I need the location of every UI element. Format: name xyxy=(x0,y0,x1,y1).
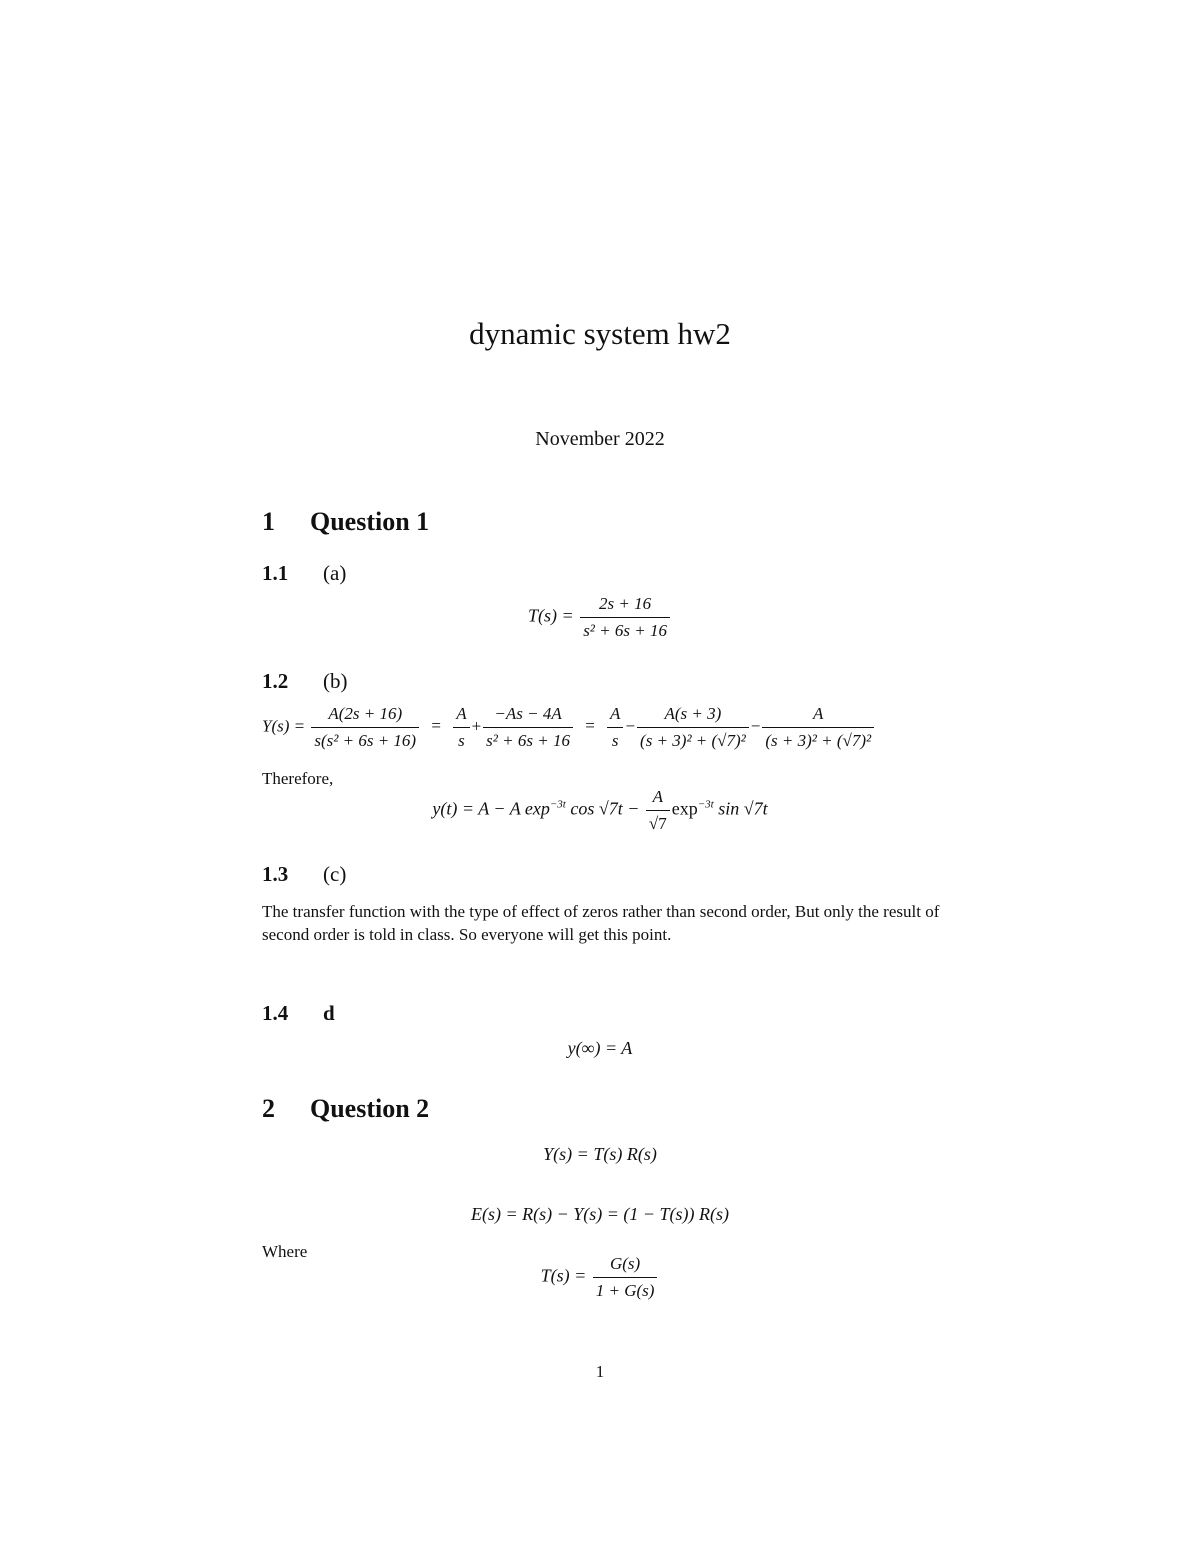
equation-time-response xyxy=(0,787,1200,834)
eq-operator: − xyxy=(750,716,761,736)
eq-term: exp xyxy=(671,798,698,819)
equation-transfer-function xyxy=(0,594,1200,641)
eq-lhs: Y(s) = xyxy=(262,716,306,736)
eq-denominator: s² + 6s + 16 xyxy=(580,617,670,641)
eq-fraction xyxy=(453,704,469,751)
eq-denominator: s² + 6s + 16 xyxy=(483,727,573,751)
page-number: 1 xyxy=(595,1362,605,1381)
eq-denominator: 1 + G(s) xyxy=(593,1277,658,1301)
section-number: 1 xyxy=(262,507,275,536)
eq-numerator: A xyxy=(652,787,663,806)
eq-numerator: −As − 4A xyxy=(494,704,562,723)
document-title: dynamic system hw2 xyxy=(469,316,731,351)
eq-fraction xyxy=(311,704,419,751)
equation-error xyxy=(0,1204,1200,1225)
eq-operator: + xyxy=(471,716,482,736)
eq-denominator: s xyxy=(607,727,623,751)
eq-numerator: A xyxy=(456,704,467,723)
eq-term: sin √7t xyxy=(718,798,768,819)
equation-steady-state xyxy=(0,1038,1200,1059)
section-title: Question 2 xyxy=(310,1094,430,1123)
subsection-label: (b) xyxy=(323,669,348,693)
subsection-label: d xyxy=(323,1001,335,1025)
section-number: 2 xyxy=(262,1094,275,1123)
eq-fraction xyxy=(646,787,670,834)
equation-partial-fractions xyxy=(262,704,876,751)
eq-numerator: A(2s + 16) xyxy=(328,704,403,723)
eq-fraction xyxy=(483,704,573,751)
eq-exponent: −3t xyxy=(549,798,566,811)
paragraph-where: Where xyxy=(262,1242,308,1261)
subsection-label: (a) xyxy=(323,561,347,585)
eq-numerator: 2s + 16 xyxy=(599,594,652,613)
subsection-1-1 xyxy=(262,561,346,586)
subsection-1-4 xyxy=(262,1001,335,1026)
eq-denominator: s(s² + 6s + 16) xyxy=(311,727,419,751)
eq-term: Y(s) = T(s) R(s) xyxy=(543,1144,657,1164)
eq-fraction xyxy=(607,704,623,751)
section-title: Question 1 xyxy=(310,507,430,536)
eq-numerator: G(s) xyxy=(609,1254,641,1273)
eq-fraction xyxy=(580,594,670,641)
document-date: November 2022 xyxy=(535,428,665,450)
subsection-number: 1.2 xyxy=(262,669,289,693)
eq-denominator: √7 xyxy=(646,810,670,834)
eq-operator: = xyxy=(585,716,595,736)
section-question-2 xyxy=(262,1094,429,1124)
eq-fraction xyxy=(762,704,874,751)
eq-denominator: (s + 3)² + (√7)² xyxy=(762,727,874,751)
eq-exponent: −3t xyxy=(697,798,714,811)
equation-output xyxy=(0,1144,1200,1165)
eq-term: cos √7t − xyxy=(570,798,640,819)
subsection-number: 1.4 xyxy=(262,1001,289,1025)
eq-operator: − xyxy=(625,716,636,736)
subsection-number: 1.1 xyxy=(262,561,289,585)
paragraph-q1c: The transfer function with the type of effect of zeros rather than second order, But only the result of second order is told in class. So everyone will get this point. xyxy=(262,902,940,944)
paragraph-therefore: Therefore, xyxy=(262,769,334,788)
subsection-label: (c) xyxy=(323,862,347,886)
subsection-number: 1.3 xyxy=(262,862,289,886)
subsection-1-2 xyxy=(262,669,348,694)
eq-numerator: A xyxy=(610,704,621,723)
equation-closed-loop-tf xyxy=(0,1254,1200,1301)
eq-denominator: s xyxy=(453,727,469,751)
eq-lhs: T(s) = xyxy=(540,1265,587,1286)
eq-fraction xyxy=(593,1254,658,1301)
eq-term: y(∞) = A xyxy=(567,1038,633,1058)
eq-numerator: A xyxy=(813,704,824,723)
eq-denominator: (s + 3)² + (√7)² xyxy=(637,727,749,751)
eq-numerator: A(s + 3) xyxy=(664,704,722,723)
eq-term: E(s) = R(s) − Y(s) = (1 − T(s)) R(s) xyxy=(470,1204,730,1224)
eq-term: y(t) = A − A exp xyxy=(432,798,550,819)
eq-fraction xyxy=(637,704,749,751)
eq-lhs: T(s) = xyxy=(528,605,574,626)
section-question-1 xyxy=(262,507,429,537)
subsection-1-3 xyxy=(262,862,346,887)
eq-operator: = xyxy=(431,716,441,736)
